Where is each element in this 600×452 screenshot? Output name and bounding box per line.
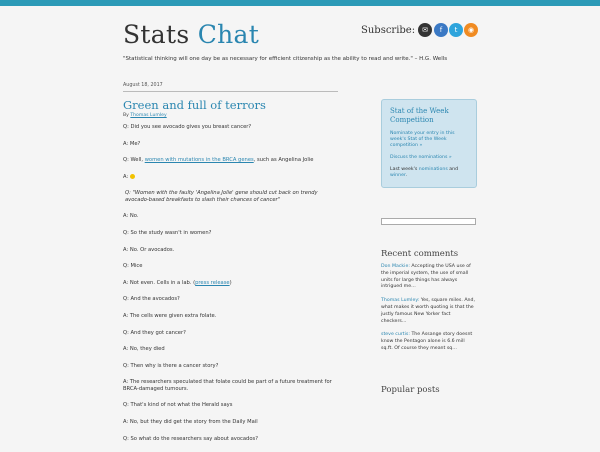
post-paragraph: Q: And the avocados? bbox=[123, 296, 180, 303]
recent-comment-item: steve curtis: The Assange story doesnt know the Pentagon alone is 6.6 mill sq.ft. Of course they meant sq… bbox=[381, 332, 473, 351]
post-content bbox=[123, 83, 338, 452]
post-paragraph: A: Me? bbox=[123, 140, 141, 147]
site-title[interactable] bbox=[123, 20, 259, 49]
comment-author-link[interactable]: Don Mackie: bbox=[381, 264, 410, 269]
comment-author-link[interactable]: Thomas Lumley: bbox=[381, 298, 420, 304]
inline-link[interactable]: women with mutations in the BRCA genes bbox=[144, 157, 254, 164]
comment-author-link[interactable]: steve curtis: bbox=[381, 332, 410, 338]
post-paragraph: Q: And they got cancer? bbox=[123, 329, 186, 336]
facebook-icon[interactable]: f bbox=[434, 23, 448, 37]
sotw-last-suffix: . bbox=[405, 173, 407, 178]
post-paragraph: A: Not even. Cells in a lab. (press release) bbox=[123, 279, 232, 286]
post-paragraph: A: No. Or avocados. bbox=[123, 246, 175, 253]
post-paragraph: Q: So what do the researchers say about avocados? bbox=[123, 435, 258, 442]
post-paragraph: Q: That's kind of not what the Herald says bbox=[123, 402, 233, 409]
search-input[interactable] bbox=[381, 218, 476, 225]
site-tagline: "Statistical thinking will one day be as necessary for efficient citizenship as the ability to read and write." – H.G. Wells bbox=[123, 56, 448, 62]
sotw-nominate-link[interactable]: Nominate your entry in this week's Stat of the Week competition » bbox=[390, 131, 455, 148]
popular-posts-title: Popular posts bbox=[381, 385, 440, 395]
post-paragraph: Q: Then why is there a cancer story? bbox=[123, 362, 219, 369]
sotw-last-mid: and bbox=[447, 167, 459, 172]
post-body bbox=[123, 124, 338, 442]
post-paragraph: A: No, they died bbox=[123, 346, 165, 353]
site-title-stats: Stats bbox=[123, 20, 190, 49]
recent-comment-item: Thomas Lumley: Yes, square miles. And, what makes it worth quoting is that the justly famous New Yorker fact checkers… bbox=[381, 298, 475, 324]
subscribe-label: Subscribe: bbox=[361, 25, 416, 36]
smiley-icon bbox=[130, 174, 135, 179]
rss-icon[interactable]: ◉ bbox=[464, 23, 478, 37]
sotw-winner-link[interactable]: winner bbox=[390, 173, 406, 178]
sotw-discuss-link[interactable]: Discuss the nominations » bbox=[390, 155, 452, 160]
post-title[interactable]: Green and full of terrors bbox=[123, 98, 266, 112]
sotw-last-prefix: Last week's bbox=[390, 167, 419, 172]
post-paragraph: Q: Well, women with mutations in the BRCA genes, such as Angelina Jolie bbox=[123, 157, 314, 164]
post-paragraph: Q: So the study wasn't in women? bbox=[123, 229, 212, 236]
author-link[interactable]: Thomas Lumley bbox=[130, 113, 167, 118]
post-paragraph: A: No. bbox=[123, 213, 139, 220]
stat-of-the-week-box bbox=[381, 99, 477, 188]
post-date: August 18, 2017 bbox=[123, 83, 338, 92]
recent-comment-item: Don Mackie: Accepting the USA use of the imperial system, the use of small units for large things has always intrigued me… bbox=[381, 264, 471, 290]
post-paragraph: A: The researchers speculated that folate could be part of a future treatment for BRCA-damaged tumours. bbox=[123, 379, 332, 392]
sotw-last-week bbox=[390, 167, 468, 179]
recent-comments-list bbox=[381, 264, 477, 360]
recent-comments-title: Recent comments bbox=[381, 249, 459, 259]
twitter-icon[interactable]: t bbox=[449, 23, 463, 37]
inline-link[interactable]: press release bbox=[195, 279, 230, 286]
site-title-chat: Chat bbox=[197, 20, 260, 49]
post-paragraph: A: The cells were given extra folate. bbox=[123, 312, 217, 319]
post-paragraph: A: bbox=[123, 174, 338, 180]
post-paragraph: A: No, but they did get the story from the Daily Mail bbox=[123, 418, 258, 425]
post-paragraph: Q: Mice bbox=[123, 263, 143, 270]
post-paragraph: Q: "Women with the faulty 'Angelina Jolie' gene should cut back on trendy avocado-based breakfasts to slash their chances of cancer" bbox=[125, 190, 318, 203]
byline-prefix: By bbox=[123, 113, 129, 118]
mail-icon[interactable]: ✉ bbox=[418, 23, 432, 37]
top-accent-bar bbox=[0, 0, 600, 6]
post-paragraph: Q: Did you see avocado gives you breast cancer? bbox=[123, 124, 252, 130]
sidebar bbox=[381, 99, 477, 188]
sotw-title: Stat of the Week Competition bbox=[390, 107, 449, 124]
post-byline bbox=[123, 113, 338, 118]
sotw-nominations-link[interactable]: nominations bbox=[418, 167, 448, 172]
